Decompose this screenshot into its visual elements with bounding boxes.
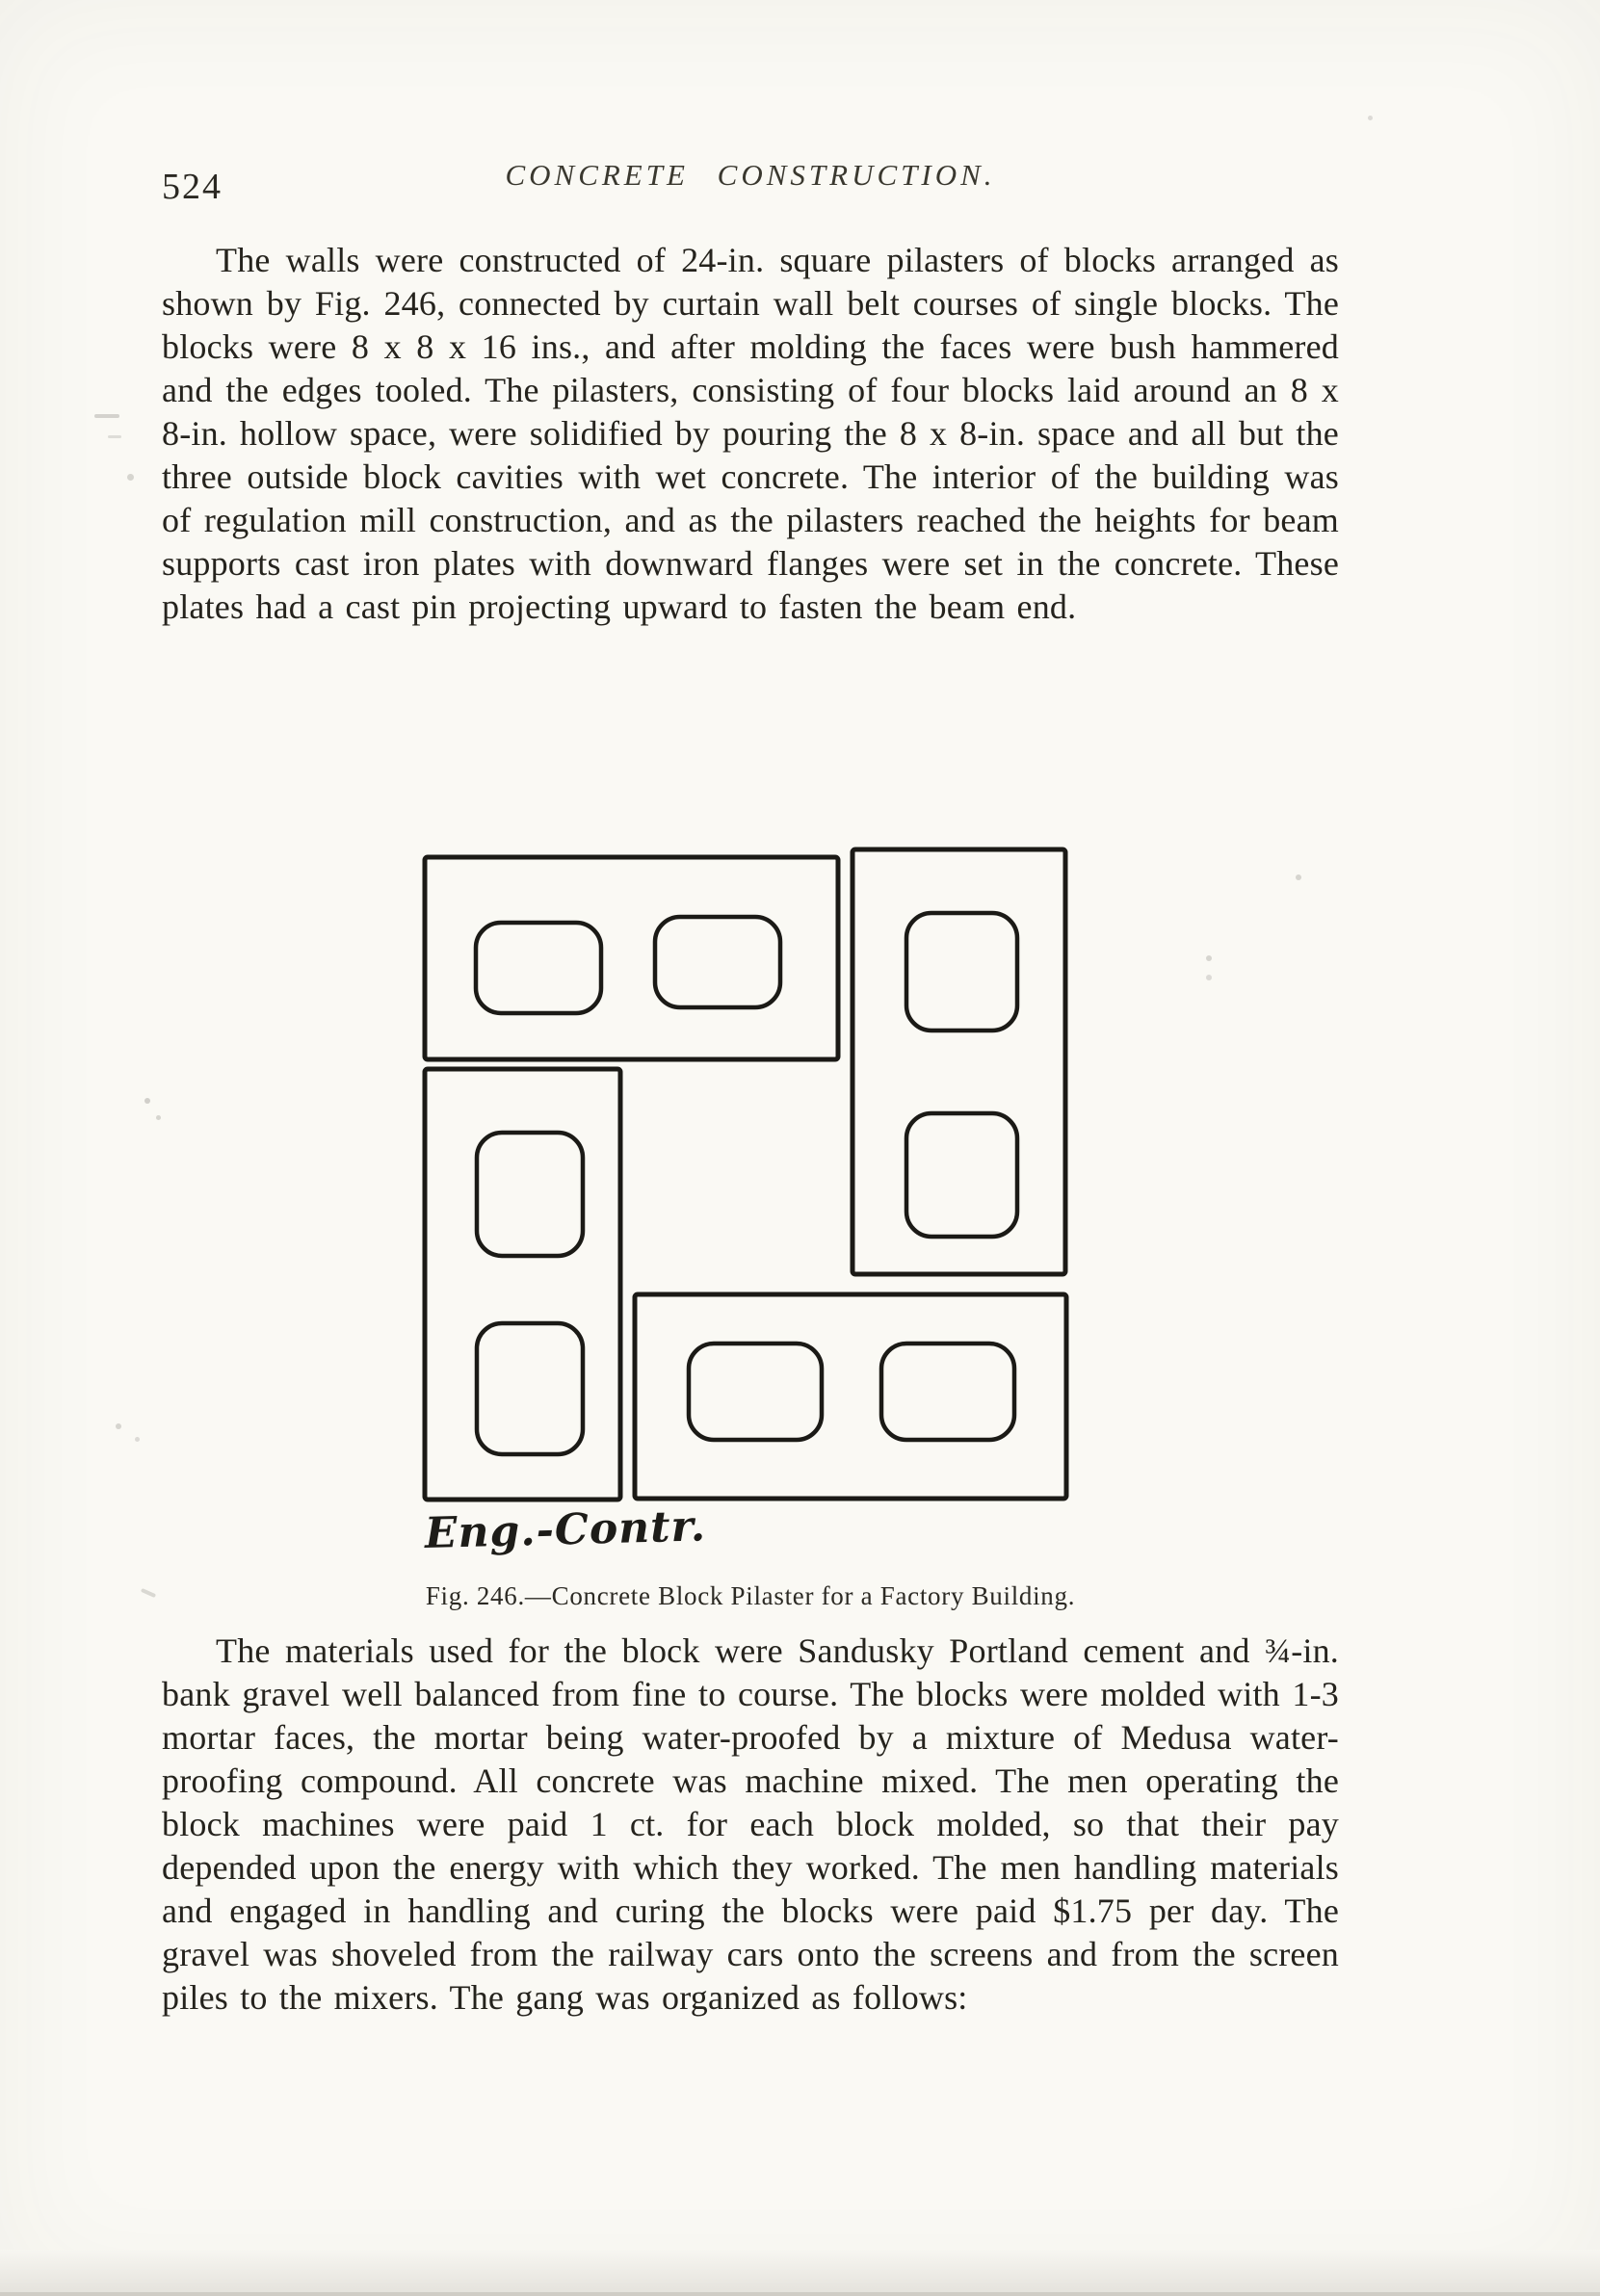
scan-speck	[108, 435, 121, 438]
pilaster-block-top	[425, 857, 838, 1059]
scan-speck	[94, 414, 119, 418]
scan-speck	[1206, 955, 1212, 961]
scan-speck	[1206, 975, 1212, 980]
page-bottom-edge	[0, 2250, 1600, 2296]
scan-speck	[135, 1437, 140, 1442]
scan-speck	[144, 1098, 150, 1104]
pilaster-block-bottom	[635, 1294, 1066, 1499]
scan-speck	[156, 1115, 161, 1120]
figure-246	[421, 846, 1072, 1558]
figure-signature: Eng.-Contr.	[424, 1501, 707, 1558]
running-title: CONCRETE CONSTRUCTION.	[505, 158, 996, 192]
figure-caption: Fig. 246.—Concrete Block Pilaster for a Factory Building.	[425, 1581, 1076, 1610]
page-number: 524	[162, 167, 223, 207]
page-header	[162, 156, 1339, 210]
scan-speck	[116, 1423, 121, 1429]
paragraph-2: The materials used for the block were Sandusky Portland cement and ¾-in. bank gravel well balanced from fine to course. The blocks were molded with 1-3 mortar faces, the mortar being water-proofed by a mixture of Medusa water-proofing compound. All concrete was machine mixed. The men operating the block machines were paid 1 ct. for each block molded, so that their pay depended upon the energy with which they worked. The men handling materials and engaged in handling and curing the blocks were paid $1.75 per day. The gravel was shoveled from the railway cars onto the screens and from the screen piles to the mixers. The gang was organized as follows:	[162, 1631, 1339, 2017]
scan-speck	[141, 1588, 156, 1598]
pilaster-diagram	[421, 846, 1072, 1505]
scan-speck	[1368, 116, 1373, 120]
scan-speck	[127, 474, 134, 481]
paragraph-1: The walls were constructed of 24-in. square pilasters of blocks arranged as shown by Fig. 246, connected by curtain wall belt courses of single blocks. The blocks were 8 x 8 x 16 ins., and after molding the faces were bush hammered and the edges tooled. The pilasters, consisting of four blocks laid around an 8 x 8-in. hollow space, were solidified by pouring the 8 x 8-in. space and all but the three outside block cavities with wet concrete. The interior of the building was of regulation mill construction, and as the pilasters reached the heights for beam supports cast iron plates with downward flanges were set in the concrete. These plates had a cast pin projecting upward to fasten the beam end.	[162, 241, 1339, 626]
scan-speck	[1296, 874, 1301, 880]
